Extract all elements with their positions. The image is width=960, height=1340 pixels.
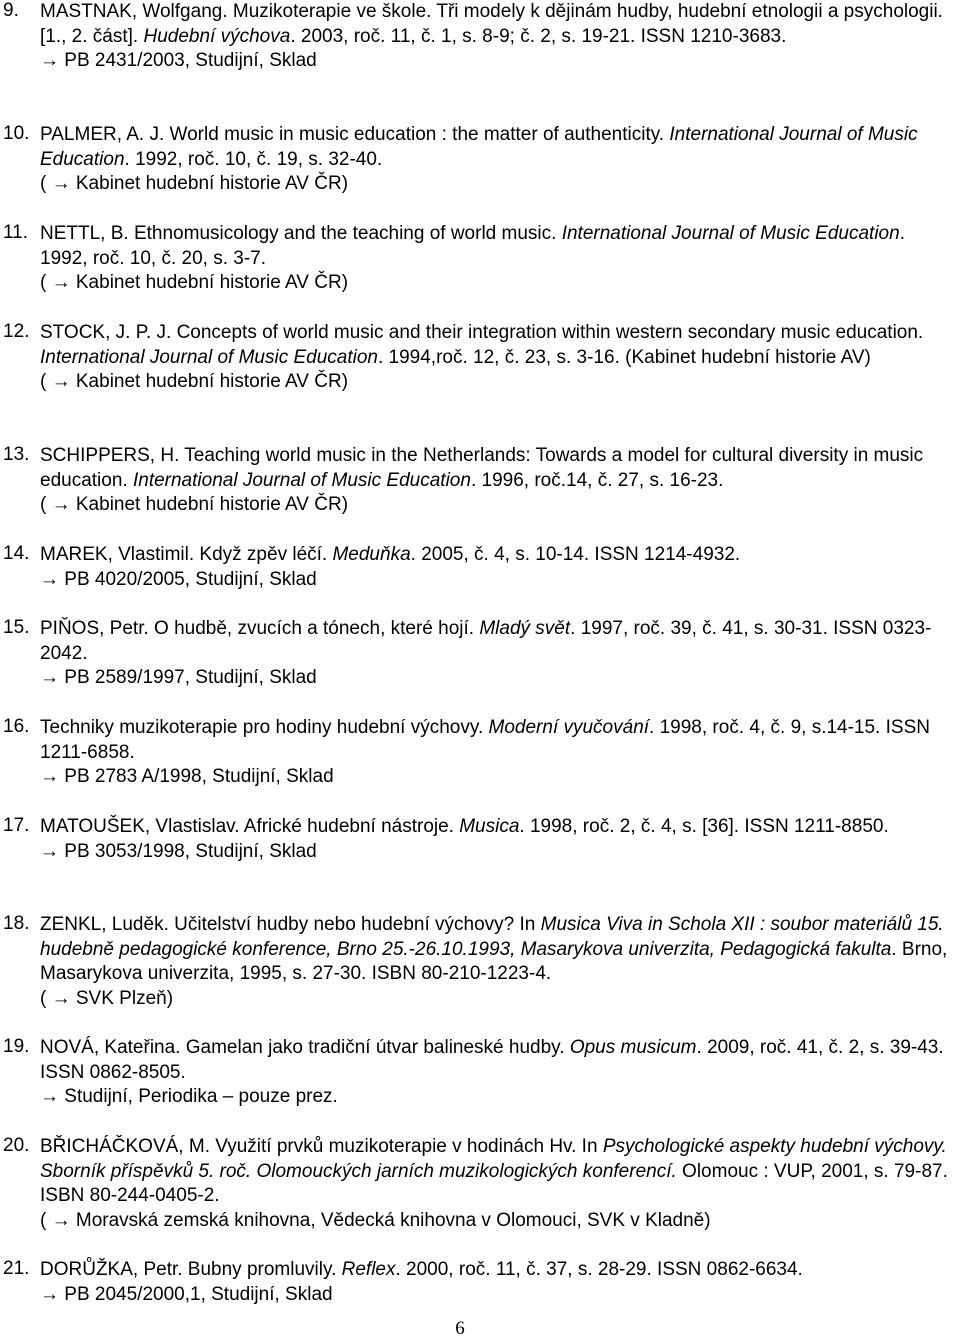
citation-source: Mladý svět bbox=[479, 618, 571, 639]
entry-number: 20. bbox=[3, 1135, 30, 1156]
citation-text: STOCK, J. P. J. Concepts of world music and their integration within western secondary music education. bbox=[40, 322, 924, 343]
citation-text: Techniky muzikoterapie pro hodiny hudební výchovy. bbox=[40, 717, 489, 738]
entry-citation bbox=[40, 0, 954, 74]
entry-citation bbox=[40, 1135, 954, 1233]
citation-text: SCHIPPERS, H. Teaching world music in the Netherlands: Towards a model for cultural diversity in music education. bbox=[40, 445, 924, 491]
entry-number: 9. bbox=[3, 0, 19, 21]
location-link[interactable]: ( → Moravská zemská knihovna, Vědecká knihovna v Olomouci, SVK v Kladně) bbox=[40, 1209, 711, 1231]
citation-details: . 1992, roč. 10, č. 19, s. 32-40. bbox=[124, 148, 383, 170]
entry-number: 18. bbox=[3, 913, 30, 934]
location-link[interactable]: → PB 2783 A/1998, Studijní, Sklad bbox=[40, 766, 334, 788]
citation-details: . 1992, roč. 10, č. 20, s. 3-7. bbox=[40, 223, 905, 269]
citation-text: MAREK, Vlastimil. Když zpěv léčí. bbox=[40, 544, 333, 565]
entry-number: 16. bbox=[3, 716, 30, 737]
citation-details: . 1997, roč. 39, č. 41, s. 30-31. ISSN 0323-2042. bbox=[40, 618, 932, 664]
citation-text: NOVÁ, Kateřina. Gamelan jako tradiční útvar balineské hudby. bbox=[40, 1037, 570, 1058]
citation-text: ZENKL, Luděk. Učitelství hudby nebo hudební výchovy? In bbox=[40, 914, 541, 935]
citation-details: . 1994,roč. 12, č. 23, s. 3-16. (Kabinet hudební historie AV) bbox=[377, 346, 871, 368]
citation-details: . Brno, Masarykova univerzita, 1995, s. 27-30. ISBN 80-210-1223-4. bbox=[40, 938, 948, 985]
entry-number: 13. bbox=[3, 444, 30, 465]
citation-source: Opus musicum bbox=[569, 1037, 697, 1058]
citation-source: International Journal of Music Education bbox=[132, 469, 471, 491]
entry-number: 19. bbox=[3, 1036, 30, 1057]
citation-text: NETTL, B. Ethnomusicology and the teaching of world music. bbox=[40, 223, 562, 244]
citation-text: DORŮŽKA, Petr. Bubny promluvily. bbox=[40, 1259, 342, 1280]
citation-source: International Journal of Music Education bbox=[40, 124, 918, 170]
citation-source: Musica Viva in Schola XII : soubor materiálů 15. hudebně pedagogické konference, Brno 25.-26.10.1993, Masarykova univerzita, Pedagogická fakulta bbox=[40, 914, 944, 960]
citation-source: International Journal of Music Education bbox=[561, 223, 900, 244]
citation-details: . 1996, roč.14, č. 27, s. 16-23. bbox=[470, 469, 724, 491]
citation-details: . 1998, roč. 4, č. 9, s.14-15. ISSN 1211-6858. bbox=[40, 717, 930, 763]
location-link[interactable]: → PB 4020/2005, Studijní, Sklad bbox=[40, 568, 317, 590]
entry-citation bbox=[40, 716, 954, 790]
location-link[interactable]: ( → Kabinet hudební historie AV ČR) bbox=[40, 371, 349, 393]
citation-source: Meduňka bbox=[332, 544, 411, 565]
entry-citation bbox=[40, 444, 954, 518]
location-link[interactable]: → Studijní, Periodika – pouze prez. bbox=[40, 1086, 338, 1108]
entry-number: 10. bbox=[3, 123, 30, 144]
entry-number: 14. bbox=[3, 543, 30, 564]
page-number: 6 bbox=[455, 1318, 465, 1339]
location-link[interactable]: ( → Kabinet hudební historie AV ČR) bbox=[40, 173, 349, 195]
entry-citation bbox=[40, 123, 954, 197]
entry-citation bbox=[40, 815, 954, 864]
entry-number: 11. bbox=[3, 222, 29, 243]
citation-text: MASTNAK, Wolfgang. Muzikoterapie ve škole. Tři modely k dějinám hudby, hudební etnologii a psychologii. [1., 2. část]. bbox=[40, 1, 943, 47]
entry-citation bbox=[40, 222, 954, 296]
citation-details: . 2000, roč. 11, č. 37, s. 28-29. ISSN 0862-6634. bbox=[395, 1259, 803, 1280]
location-link[interactable]: ( → Kabinet hudební historie AV ČR) bbox=[40, 272, 349, 294]
location-link[interactable]: → PB 2589/1997, Studijní, Sklad bbox=[40, 667, 317, 689]
citation-details: . 2005, č. 4, s. 10-14. ISSN 1214-4932. bbox=[410, 544, 741, 565]
entry-number: 21. bbox=[3, 1258, 30, 1279]
citation-source: Hudební výchova bbox=[143, 25, 291, 47]
citation-text: PALMER, A. J. World music in music education : the matter of authenticity. bbox=[40, 124, 670, 145]
location-link[interactable]: ( → SVK Plzeň) bbox=[40, 987, 174, 1009]
citation-source: Reflex bbox=[341, 1259, 396, 1280]
citation-source: Moderní vyučování bbox=[488, 717, 650, 738]
entry-citation bbox=[40, 617, 954, 691]
entry-citation bbox=[40, 543, 954, 592]
citation-source: International Journal of Music Education bbox=[40, 346, 378, 368]
entry-citation bbox=[40, 321, 954, 395]
citation-source: Musica bbox=[459, 816, 520, 837]
citation-text: MATOUŠEK, Vlastislav. Africké hudební nástroje. bbox=[40, 816, 460, 837]
entry-number: 15. bbox=[3, 617, 30, 638]
citation-text: PIŇOS, Petr. O hudbě, zvucích a tónech, které hojí. bbox=[40, 618, 480, 639]
entry-citation bbox=[40, 913, 954, 1011]
citation-details: . 2009, roč. 41, č. 2, s. 39-43. ISSN 0862-8505. bbox=[40, 1037, 944, 1083]
entry-citation bbox=[40, 1036, 954, 1110]
entry-citation bbox=[40, 1258, 954, 1307]
citation-source: Psychologické aspekty hudební výchovy. Sborník příspěvků 5. roč. Olomouckých jarních muzikologických konferencí. bbox=[40, 1136, 947, 1182]
location-link[interactable]: → PB 3053/1998, Studijní, Sklad bbox=[40, 840, 317, 862]
citation-details: Olomouc : VUP, 2001, s. 79-87. ISBN 80-244-0405-2. bbox=[40, 1160, 948, 1207]
citation-details: . 2003, roč. 11, č. 1, s. 8-9; č. 2, s. 19-21. ISSN 1210-3683. bbox=[290, 25, 787, 47]
location-link[interactable]: ( → Kabinet hudební historie AV ČR) bbox=[40, 494, 349, 516]
citation-text: BŘICHÁČKOVÁ, M. Využití prvků muzikoterapie v hodinách Hv. In bbox=[40, 1136, 603, 1157]
location-link[interactable]: → PB 2045/2000,1, Studijní, Sklad bbox=[40, 1283, 333, 1305]
entry-number: 12. bbox=[3, 321, 30, 342]
entry-number: 17. bbox=[3, 815, 30, 836]
location-link[interactable]: → PB 2431/2003, Studijní, Sklad bbox=[40, 50, 317, 72]
citation-details: . 1998, roč. 2, č. 4, s. [36]. ISSN 1211-8850. bbox=[519, 816, 889, 837]
